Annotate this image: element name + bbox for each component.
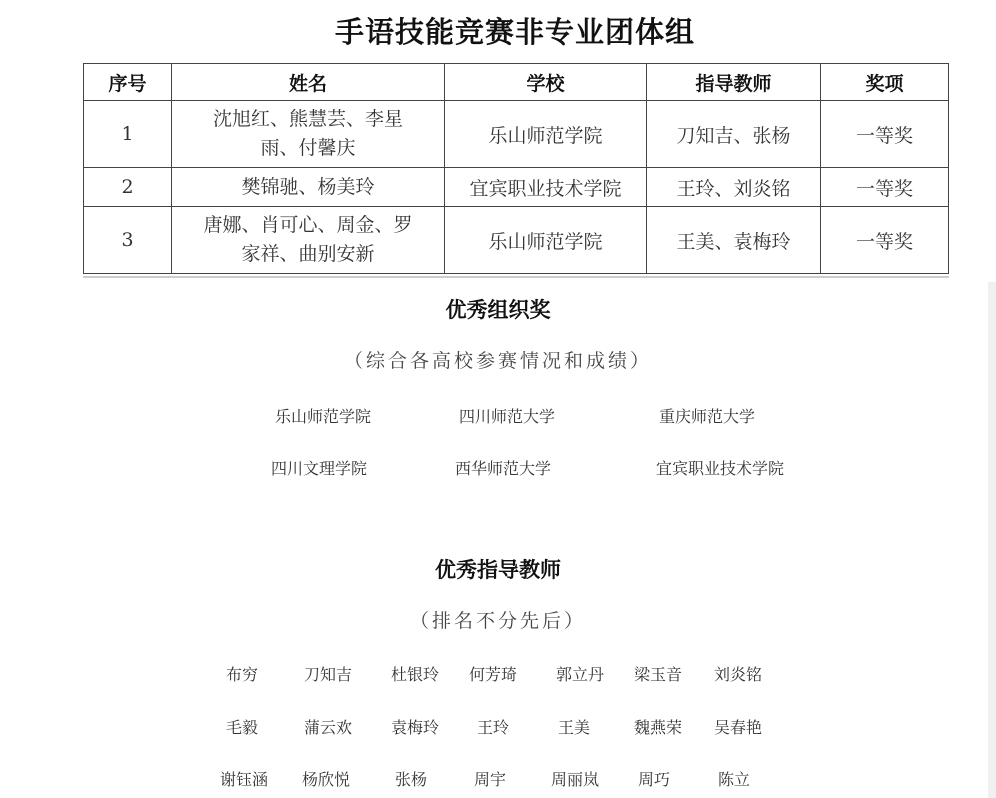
teacher-name: 刘炎铭 — [713, 665, 762, 684]
teacher-name: 布穷 — [225, 665, 258, 684]
header-award: 奖项 — [821, 64, 949, 101]
table-header-row — [84, 64, 949, 101]
teacher-name: 周巧 — [637, 770, 670, 789]
teacher-name: 郭立丹 — [555, 665, 604, 684]
teacher-name: 杨欣悦 — [301, 770, 350, 789]
row-names — [172, 101, 445, 168]
org-school: 四川文理学院 — [270, 459, 367, 478]
teacher-name: 蒲云欢 — [303, 718, 352, 737]
results-table — [83, 63, 949, 274]
row-school: 乐山师范学院 — [445, 101, 647, 168]
org-school: 宜宾职业技术学院 — [655, 459, 784, 478]
org-school: 重庆师范大学 — [658, 407, 755, 426]
teacher-name: 张杨 — [394, 770, 427, 789]
header-number: 序号 — [84, 64, 172, 101]
row-teachers: 刀知吉、张杨 — [647, 101, 821, 168]
row-school: 乐山师范学院 — [445, 207, 647, 274]
names-line-1: 唐娜、肖可心、周金、罗 — [203, 214, 413, 236]
names-line-1: 樊锦驰、杨美玲 — [241, 175, 375, 198]
row-names — [172, 207, 445, 274]
page-title: 手语技能竞赛非专业团体组 — [334, 15, 695, 49]
organization-award-title: 优秀组织奖 — [445, 298, 551, 322]
teachers-award-subtitle: （排名不分先后） — [409, 610, 586, 632]
row-award: 一等奖 — [821, 101, 949, 168]
row-school: 宜宾职业技术学院 — [445, 168, 647, 207]
row-names — [172, 168, 445, 207]
table-row — [84, 101, 949, 168]
row-number: 3 — [84, 207, 172, 274]
row-award: 一等奖 — [821, 207, 949, 274]
names-line-2: 雨、付馨庆 — [260, 137, 356, 159]
teacher-name: 魏燕荣 — [633, 718, 682, 737]
row-number: 2 — [84, 168, 172, 207]
screenshot-seam-line — [83, 276, 949, 278]
org-school: 四川师范大学 — [458, 407, 555, 426]
teacher-name: 王玲 — [476, 718, 509, 737]
names-line-1: 沈旭红、熊慧芸、李星 — [212, 108, 403, 130]
row-number: 1 — [84, 101, 172, 168]
org-school: 乐山师范学院 — [274, 407, 371, 426]
header-teacher: 指导教师 — [647, 64, 821, 101]
teacher-name: 毛毅 — [225, 718, 258, 737]
teacher-name: 杜银玲 — [390, 665, 439, 684]
teacher-name: 吴春艳 — [713, 718, 762, 737]
header-name: 姓名 — [172, 64, 445, 101]
teachers-award-title: 优秀指导教师 — [435, 558, 561, 582]
row-award: 一等奖 — [821, 168, 949, 207]
teacher-name: 何芳琦 — [468, 665, 517, 684]
teacher-name: 谢钰涵 — [219, 770, 268, 789]
row-teachers: 王玲、刘炎铭 — [647, 168, 821, 207]
teacher-name: 陈立 — [717, 770, 750, 789]
organization-award-subtitle: （综合各高校参赛情况和成绩） — [343, 350, 652, 372]
table-row — [84, 207, 949, 274]
names-line-2: 家祥、曲别安新 — [241, 243, 375, 265]
row-teachers: 王美、袁梅玲 — [647, 207, 821, 274]
teacher-name: 周丽岚 — [550, 770, 599, 789]
org-school: 西华师范大学 — [454, 459, 551, 478]
teacher-name: 梁玉音 — [633, 665, 682, 684]
teacher-name: 周宇 — [473, 770, 506, 789]
table-row — [84, 168, 949, 207]
teacher-name: 王美 — [557, 718, 590, 737]
teacher-name: 袁梅玲 — [390, 718, 439, 737]
header-school: 学校 — [445, 64, 647, 101]
teacher-name: 刀知吉 — [303, 665, 352, 684]
